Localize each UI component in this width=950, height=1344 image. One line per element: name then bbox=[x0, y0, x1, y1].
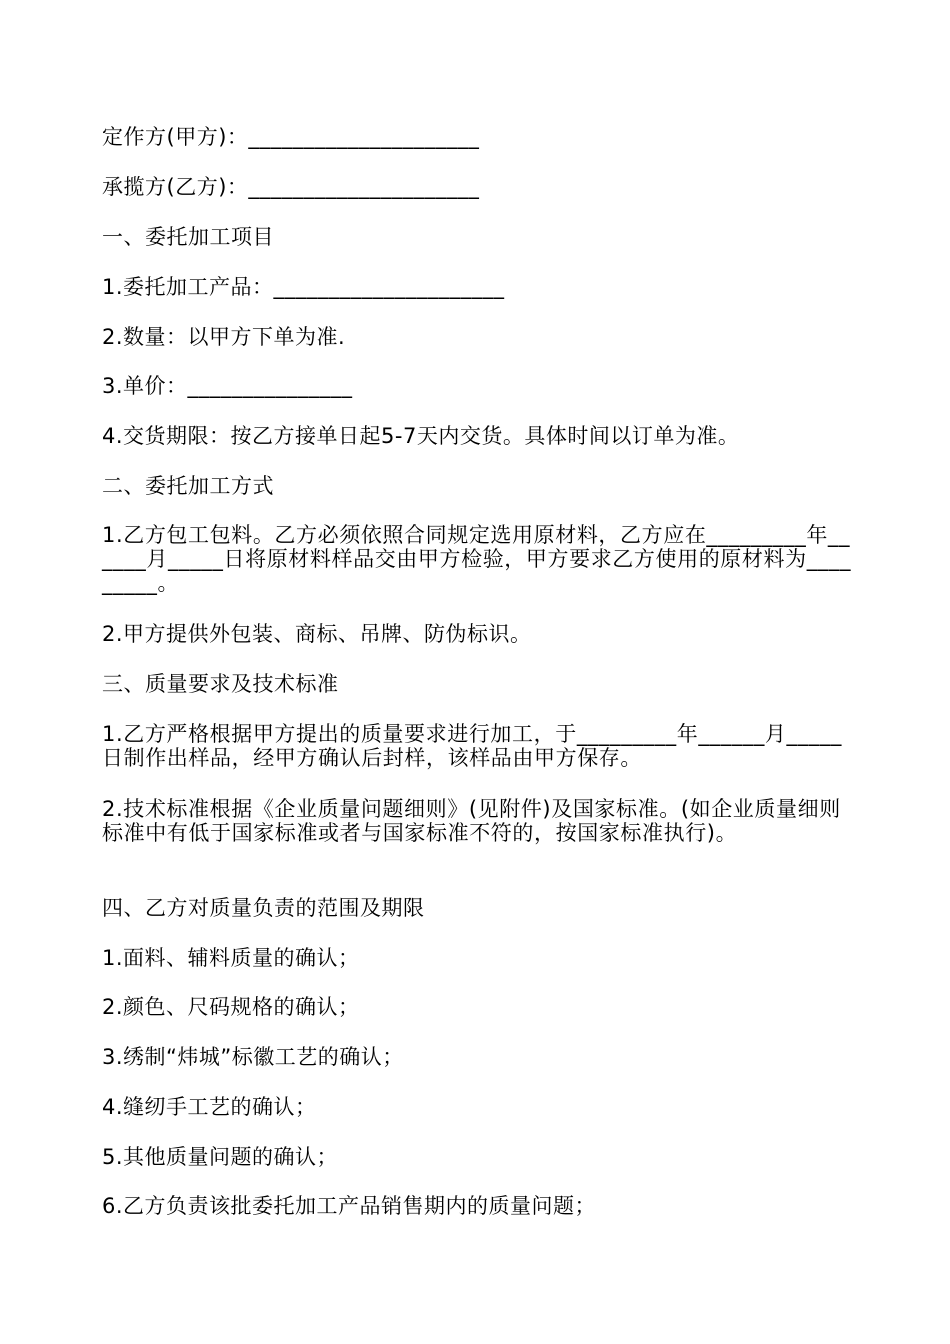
clause-4-1: 1.面料、辅料质量的确认； bbox=[102, 946, 360, 970]
clause-4-3: 3.绣制“炜城”标徽工艺的确认； bbox=[102, 1045, 404, 1069]
clause-2-2: 2.甲方提供外包装、商标、吊牌、防伪标识。 bbox=[102, 622, 532, 646]
clause-1-4: 4.交货期限：按乙方接单日起5-7天内交货。具体时间以订单为准。 bbox=[102, 424, 740, 448]
clause-1-1: 1.委托加工产品：_____________________ bbox=[102, 275, 505, 299]
clause-3-1: 1.乙方严格根据甲方提出的质量要求进行加工，于_________年______月_____日制作出样品，经甲方确认后封样，该样品由甲方保存。 bbox=[102, 722, 843, 770]
section-heading-4: 四、乙方对质量负责的范围及期限 bbox=[102, 896, 425, 920]
clause-2-1: 1.乙方包工包料。乙方必须依照合同规定选用原材料，乙方应在_________年______月_____日将原材料样品交由甲方检验，甲方要求乙方使用的原材料为_________。 bbox=[102, 523, 852, 595]
section-heading-1: 一、委托加工项目 bbox=[102, 225, 274, 249]
clause-4-4: 4.缝纫手工艺的确认； bbox=[102, 1095, 317, 1119]
clause-3-2: 2.技术标准根据《企业质量问题细则》(见附件)及国家标准。(如企业质量细则标准中有低于国家标准或者与国家标准不符的，按国家标准执行)。 bbox=[102, 797, 841, 845]
clause-1-2: 2.数量：以甲方下单为准. bbox=[102, 325, 346, 349]
section-heading-3: 三、质量要求及技术标准 bbox=[102, 672, 339, 696]
party-a-line: 定作方(甲方)：_____________________ bbox=[102, 125, 480, 149]
clause-4-6: 6.乙方负责该批委托加工产品销售期内的质量问题； bbox=[102, 1194, 597, 1218]
party-b-line: 承揽方(乙方)：_____________________ bbox=[102, 175, 480, 199]
section-heading-2: 二、委托加工方式 bbox=[102, 474, 274, 498]
clause-1-3: 3.单价：_______________ bbox=[102, 374, 353, 398]
clause-4-5: 5.其他质量问题的确认； bbox=[102, 1145, 339, 1169]
clause-4-2: 2.颜色、尺码规格的确认； bbox=[102, 995, 360, 1019]
